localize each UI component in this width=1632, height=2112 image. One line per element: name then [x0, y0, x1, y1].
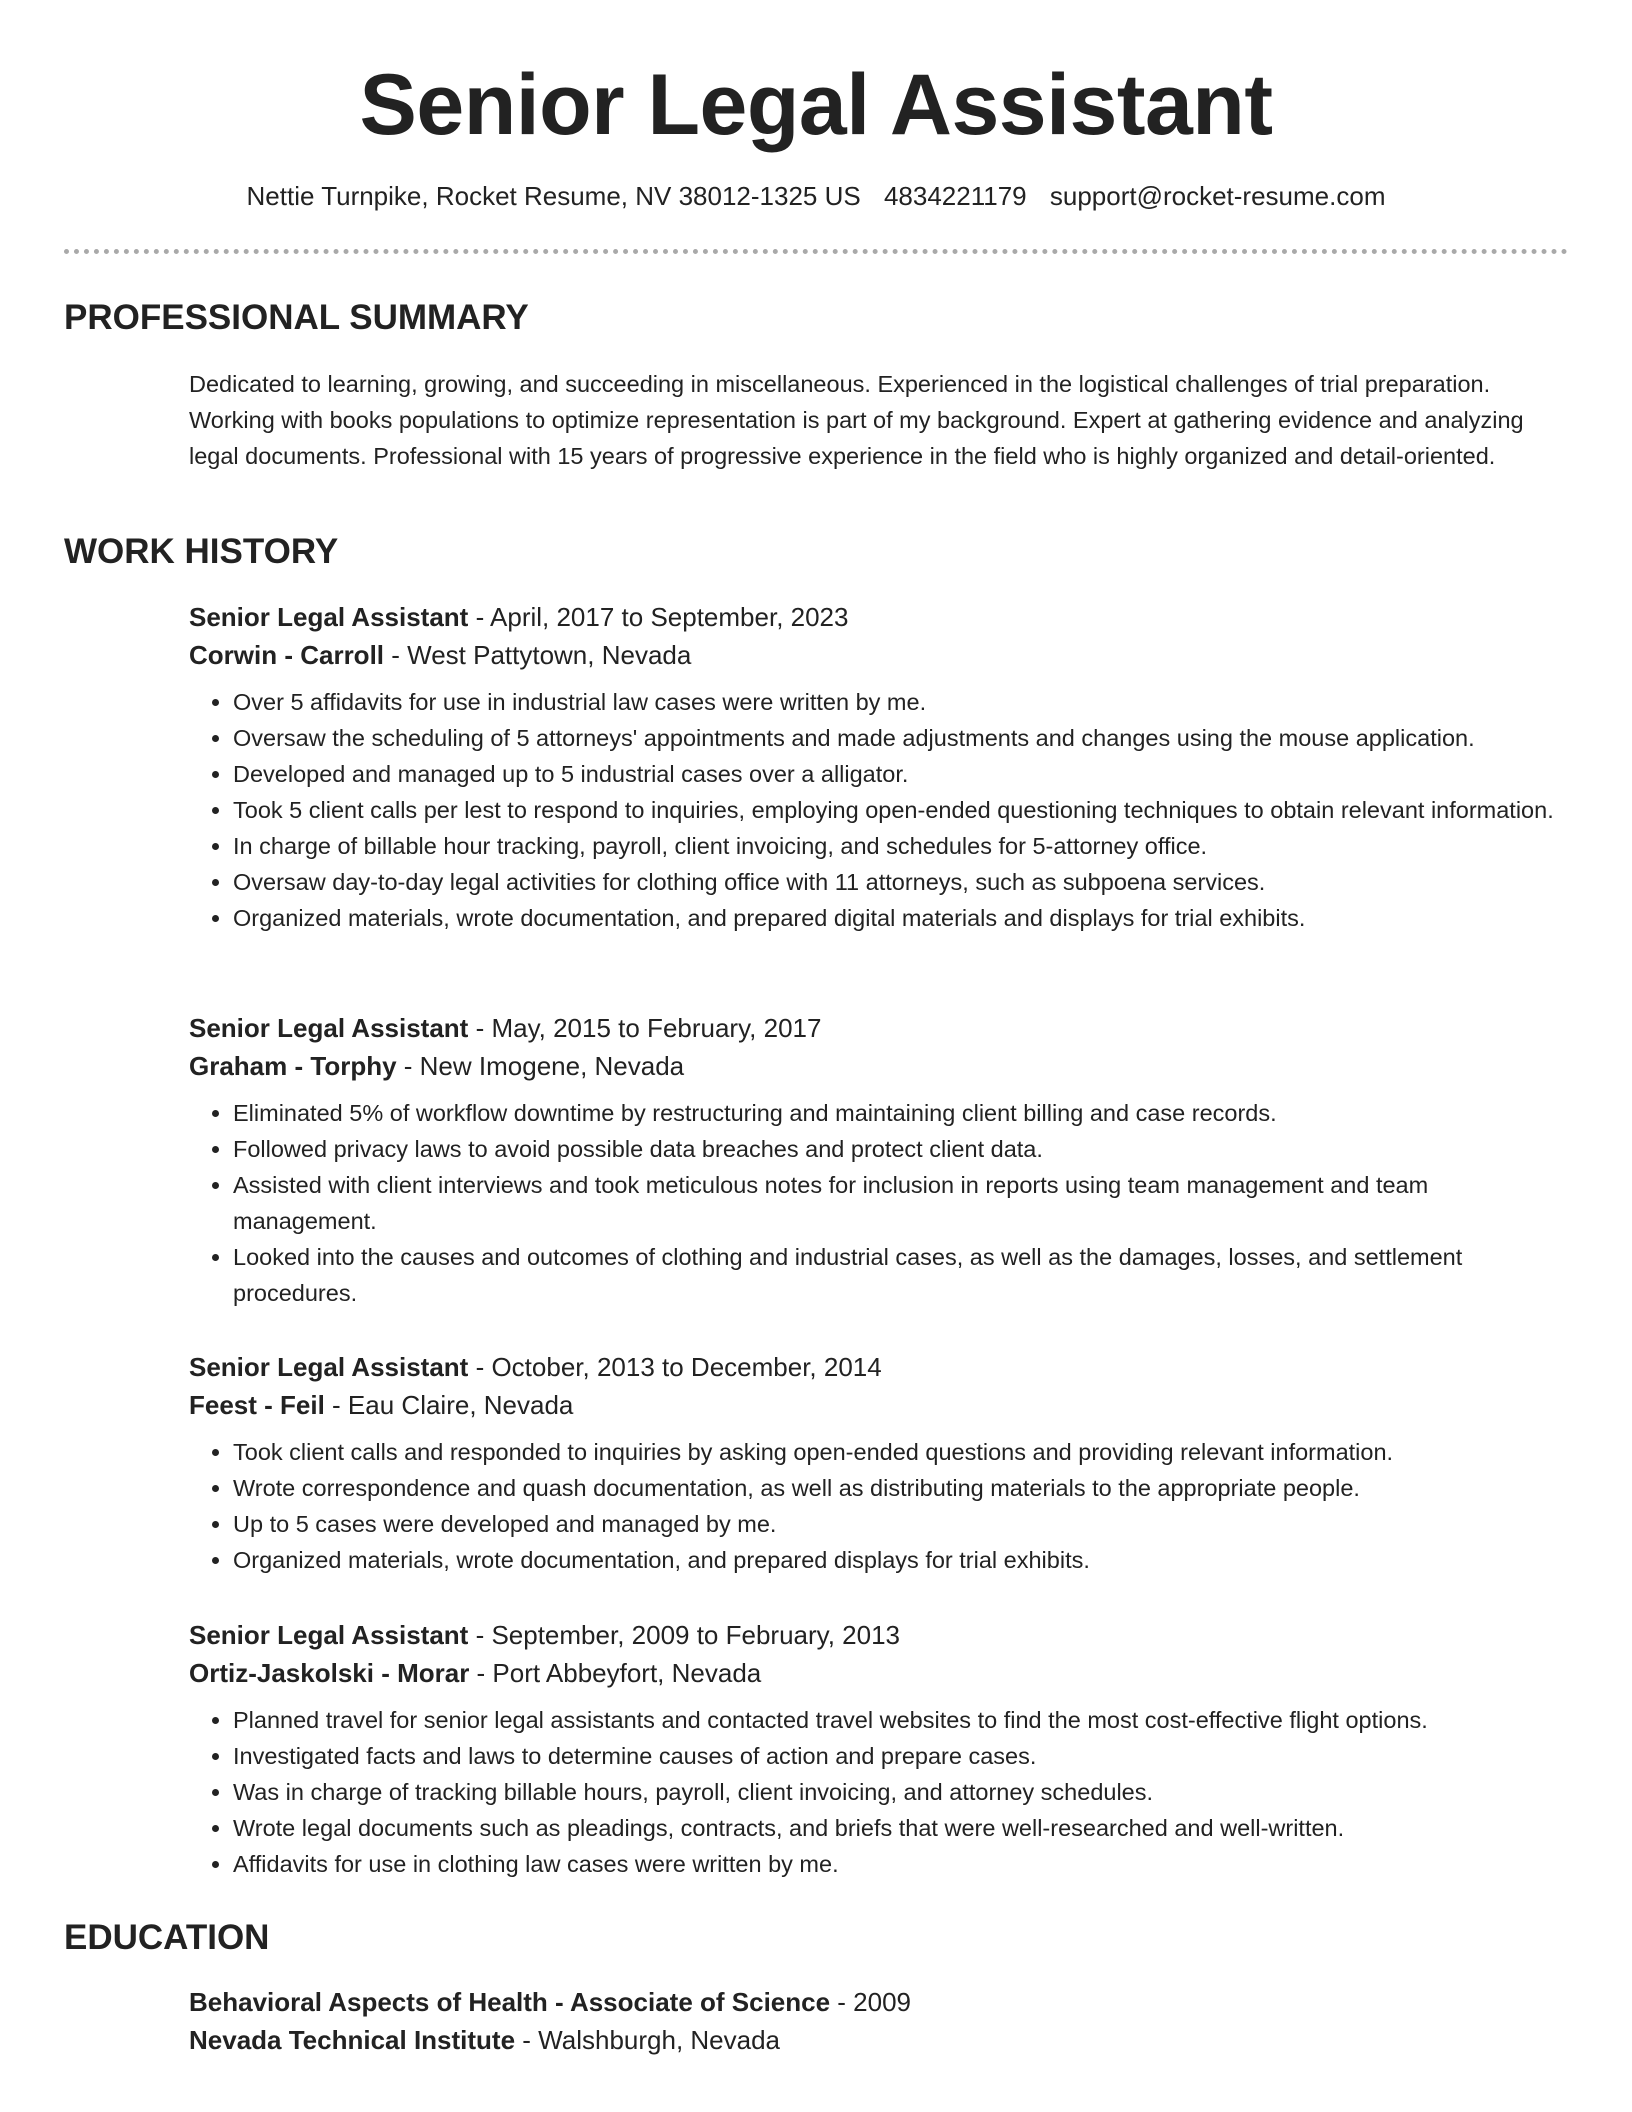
job-bullet: • Eliminated 5% of workflow downtime by restructuring and maintaining client billing and case records. — [233, 1095, 1569, 1131]
job-employer-line — [189, 1386, 1569, 1424]
education-degree-line — [189, 1983, 1569, 2021]
job-dates: - October, 2013 to December, 2014 — [468, 1352, 882, 1382]
job-entry — [189, 1616, 1569, 1882]
education-school: Nevada Technical Institute — [189, 2025, 516, 2055]
job-position: Senior Legal Assistant — [189, 602, 469, 632]
job-bullet: • Investigated facts and laws to determine causes of action and prepare cases. — [233, 1738, 1569, 1774]
job-bullet-list — [189, 684, 1569, 936]
job-employer: Feest - Feil — [189, 1390, 325, 1420]
job-bullet: • Organized materials, wrote documentation, and prepared displays for trial exhibits. — [233, 1542, 1569, 1578]
job-bullet: • Up to 5 cases were developed and managed by me. — [233, 1506, 1569, 1542]
contact-address: Nettie Turnpike, Rocket Resume, NV 38012-1325 US — [246, 181, 861, 211]
job-bullet: • Followed privacy laws to avoid possible data breaches and protect client data. — [233, 1131, 1569, 1167]
job-bullet: • Took 5 client calls per lest to respond to inquiries, employing open-ended questioning techniques to obtain relevant information. — [233, 792, 1569, 828]
job-position: Senior Legal Assistant — [189, 1013, 469, 1043]
job-employer: Graham - Torphy — [189, 1051, 397, 1081]
job-position: Senior Legal Assistant — [189, 1620, 469, 1650]
job-dates: - April, 2017 to September, 2023 — [468, 602, 849, 632]
job-location: - New Imogene, Nevada — [396, 1051, 685, 1081]
job-bullet: • Assisted with client interviews and took meticulous notes for inclusion in reports using team management and team management. — [233, 1167, 1569, 1239]
job-location: - Port Abbeyfort, Nevada — [469, 1658, 762, 1688]
job-bullet: • Planned travel for senior legal assistants and contacted travel websites to find the most cost-effective flight options. — [233, 1702, 1569, 1738]
job-dates: - May, 2015 to February, 2017 — [468, 1013, 822, 1043]
job-bullet: • Wrote correspondence and quash documentation, as well as distributing materials to the appropriate people. — [233, 1470, 1569, 1506]
job-entry — [189, 598, 1569, 936]
job-title-line — [189, 598, 1569, 636]
job-employer: Ortiz-Jaskolski - Morar — [189, 1658, 470, 1688]
job-position: Senior Legal Assistant — [189, 1352, 469, 1382]
job-employer-line — [189, 1047, 1569, 1085]
job-bullet-list — [189, 1702, 1569, 1882]
summary-text: Dedicated to learning, growing, and succeeding in miscellaneous. Experienced in the logistical challenges of trial preparation. Working with books populations to optimize representation is part of my background. Expert at gathering evidence and analyzing legal documents. Professional with 15 years of progressive experience in the field who is highly organized and detail-oriented. — [189, 371, 1524, 469]
education-heading: EDUCATION — [64, 1918, 270, 1957]
job-bullet-list — [189, 1434, 1569, 1578]
job-bullet: • Oversaw day-to-day legal activities for clothing office with 11 attorneys, such as subpoena services. — [233, 864, 1569, 900]
job-bullet: • Looked into the causes and outcomes of clothing and industrial cases, as well as the damages, losses, and settlement procedures. — [233, 1239, 1569, 1311]
job-entry — [189, 1348, 1569, 1578]
contact-email: support@rocket-resume.com — [1049, 181, 1386, 211]
job-bullet: • Wrote legal documents such as pleadings, contracts, and briefs that were well-researched and well-written. — [233, 1810, 1569, 1846]
education-location: - Walshburgh, Nevada — [515, 2025, 781, 2055]
work-history-heading: WORK HISTORY — [64, 532, 339, 571]
job-location: - Eau Claire, Nevada — [324, 1390, 574, 1420]
job-bullet-list — [189, 1095, 1569, 1311]
job-bullet: • Oversaw the scheduling of 5 attorneys' appointments and made adjustments and changes using the mouse application. — [233, 720, 1569, 756]
job-bullet: • In charge of billable hour tracking, payroll, client invoicing, and schedules for 5-attorney office. — [233, 828, 1569, 864]
job-entry — [189, 1009, 1569, 1311]
education-year: - 2009 — [830, 1987, 912, 2017]
job-bullet: • Organized materials, wrote documentation, and prepared digital materials and displays for trial exhibits. — [233, 900, 1569, 936]
resume-name: Senior Legal Assistant — [359, 57, 1273, 153]
job-bullet: • Was in charge of tracking billable hours, payroll, client invoicing, and attorney schedules. — [233, 1774, 1569, 1810]
header-divider — [64, 249, 1568, 254]
job-title-line — [189, 1348, 1569, 1386]
job-employer: Corwin - Carroll — [189, 640, 385, 670]
summary-heading: PROFESSIONAL SUMMARY — [64, 298, 529, 337]
contact-phone: 4834221179 — [883, 181, 1027, 211]
job-bullet: • Affidavits for use in clothing law cases were written by me. — [233, 1846, 1569, 1882]
education-school-line — [189, 2021, 1569, 2059]
education-entry — [189, 1983, 1569, 2059]
job-title-line — [189, 1009, 1569, 1047]
job-bullet: • Over 5 affidavits for use in industrial law cases were written by me. — [233, 684, 1569, 720]
education-degree: Behavioral Aspects of Health - Associate of Science — [189, 1987, 831, 2017]
job-bullet: • Developed and managed up to 5 industrial cases over a alligator. — [233, 756, 1569, 792]
job-employer-line — [189, 636, 1569, 674]
job-employer-line — [189, 1654, 1569, 1692]
job-title-line — [189, 1616, 1569, 1654]
contact-line — [0, 178, 1632, 214]
job-bullet: • Took client calls and responded to inquiries by asking open-ended questions and providing relevant information. — [233, 1434, 1569, 1470]
job-location: - West Pattytown, Nevada — [384, 640, 692, 670]
job-dates: - September, 2009 to February, 2013 — [468, 1620, 901, 1650]
